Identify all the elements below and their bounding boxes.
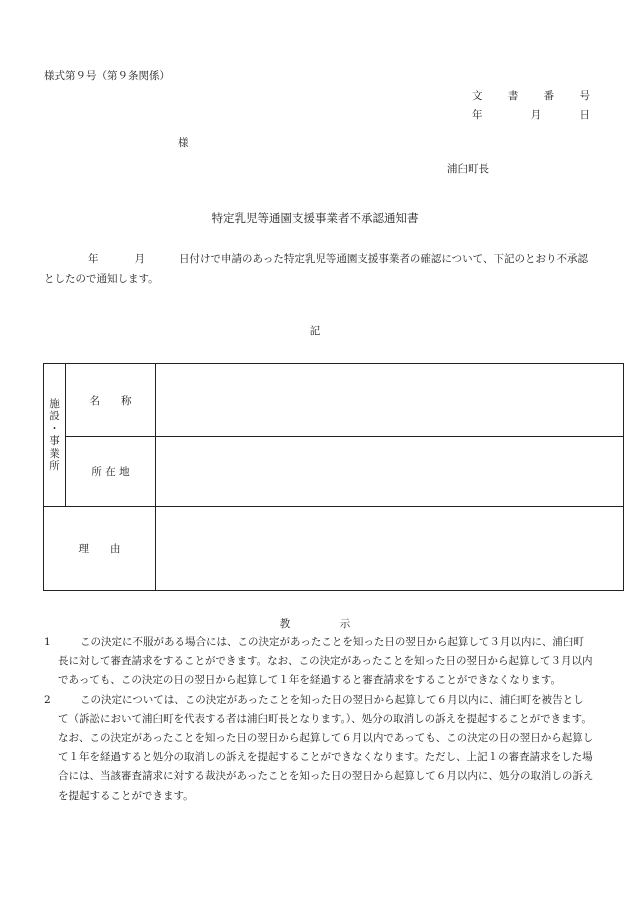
form-number: 様式第９号（第９条関係） <box>44 70 170 82</box>
instruction-number: 1 <box>44 636 51 648</box>
instruction-text: この決定に不服がある場合には、この決定があったことを知った日の翌日から起算して３月以内に、浦臼町長に対して審査請求をすることができます。なお、この決定があったことを知った日の翌日から起算して３月以内であっても、この決定の日の翌日から起算して１年を経過すると審査請求をすることができなくなります。 <box>58 636 593 687</box>
reason-value <box>156 507 623 590</box>
address-label: 所 在 地 <box>91 466 130 478</box>
instruction-item <box>44 691 594 806</box>
instructions-heading: 教 示 <box>279 618 351 630</box>
name-value <box>156 364 623 436</box>
instructions-list <box>44 633 594 806</box>
instruction-item <box>44 633 594 691</box>
issuer: 浦臼町長 <box>447 163 489 175</box>
date-label: 年 月 日 <box>472 109 590 121</box>
document-title: 特定乳児等通園支援事業者不承認通知書 <box>211 211 419 225</box>
document-number-label: 文 書 番 号 <box>472 90 590 102</box>
reason-label: 理 由 <box>78 543 121 555</box>
name-label: 名 称 <box>89 394 132 407</box>
instruction-number: 2 <box>44 693 51 706</box>
ki-heading: 記 <box>309 325 321 337</box>
recipient-suffix: 様 <box>178 137 189 149</box>
facility-label: 施 設 ・ 事 業 所 <box>49 397 60 472</box>
address-value <box>156 437 623 506</box>
info-table <box>43 363 624 591</box>
instruction-text: この決定については、この決定があったことを知った日の翌日から起算して６月以内に、浦臼町を被告として（訴訟において浦臼町を代表する者は浦臼町長となります。）、処分の取消しの訴えを提起することができます。なお、この決定があったことを知った日の翌日から起算して６月以内であっても、この決定の日の翌日から起算して１年を経過すると処分の取消しの訴えを提起することができなくなります。ただし、上記１の審査請求をした場合には、当該審査請求に対する裁決があったことを知った日の翌日から起算して６月以内に、処分の取消しの訴えを提起することができます。 <box>58 693 594 802</box>
body-paragraph: 年 月 日付けで申請のあった特定乳児等通園支援事業者の確認について、下記のとおり不承認としたので通知します。 <box>44 253 588 285</box>
